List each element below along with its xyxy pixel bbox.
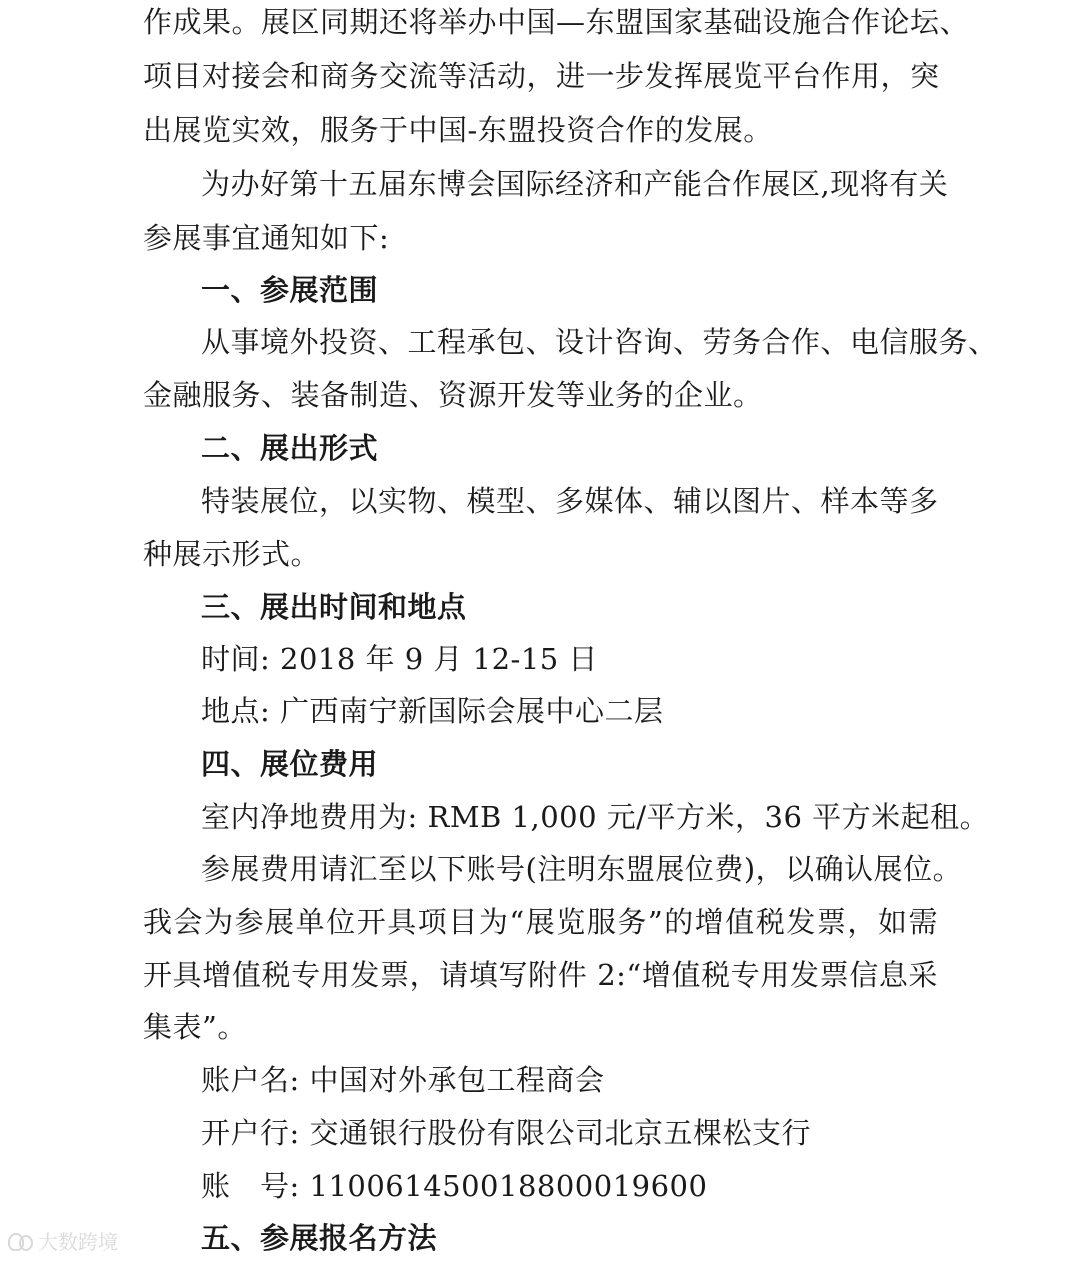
paragraph-line: 项目对接会和商务交流等活动，进一步发挥展览平台作用，突 (143, 59, 940, 93)
account-number: 账 号: 110061450018800019600 (201, 1169, 708, 1203)
account-name: 账户名: 中国对外承包工程商会 (201, 1063, 605, 1097)
section-heading-registration: 五、参展报名方法 (201, 1221, 438, 1255)
section-heading-fees: 四、展位费用 (201, 747, 379, 781)
brand-logo-icon (8, 1231, 32, 1251)
exhibition-time: 时间: 2018 年 9 月 12-15 日 (201, 642, 598, 676)
paragraph-line: 金融服务、装备制造、资源开发等业务的企业。 (143, 378, 763, 412)
paragraph-line: 开具增值税专用发票，请填写附件 2:“增值税专用发票信息采 (143, 958, 938, 992)
paragraph-line: 我会为参展单位开具项目为“展览服务”的增值税发票，如需 (143, 905, 938, 939)
paragraph-line: 从事境外投资、工程承包、设计咨询、劳务合作、电信服务、 (201, 325, 998, 359)
section-heading-format: 二、展出形式 (201, 431, 379, 465)
account-bank: 开户行: 交通银行股份有限公司北京五棵松支行 (201, 1116, 811, 1150)
paragraph-line: 为办好第十五届东博会国际经济和产能合作展区,现将有关 (201, 167, 949, 201)
paragraph-line: 参展事宜通知如下: (143, 221, 390, 255)
section-heading-time-place: 三、展出时间和地点 (201, 590, 467, 624)
watermark (8, 1226, 118, 1255)
paragraph-line: 集表”。 (143, 1010, 247, 1044)
fee-rate: 室内净地费用为: RMB 1,000 元/平方米，36 平方米起租。 (201, 800, 990, 834)
paragraph-line: 特装展位，以实物、模型、多媒体、辅以图片、样本等多 (201, 484, 939, 518)
exhibition-location: 地点: 广西南宁新国际会展中心二层 (201, 694, 664, 728)
paragraph-line: 参展费用请汇至以下账号(注明东盟展位费)，以确认展位。 (201, 852, 963, 886)
section-heading-scope: 一、参展范围 (201, 273, 379, 307)
watermark-text: 大数跨境 (38, 1230, 118, 1254)
paragraph-line: 作成果。展区同期还将举办中国—东盟国家基础设施合作论坛、 (143, 5, 970, 39)
paragraph-line: 种展示形式。 (143, 537, 321, 571)
paragraph-line: 出展览实效，服务于中国-东盟投资合作的发展。 (143, 113, 773, 147)
